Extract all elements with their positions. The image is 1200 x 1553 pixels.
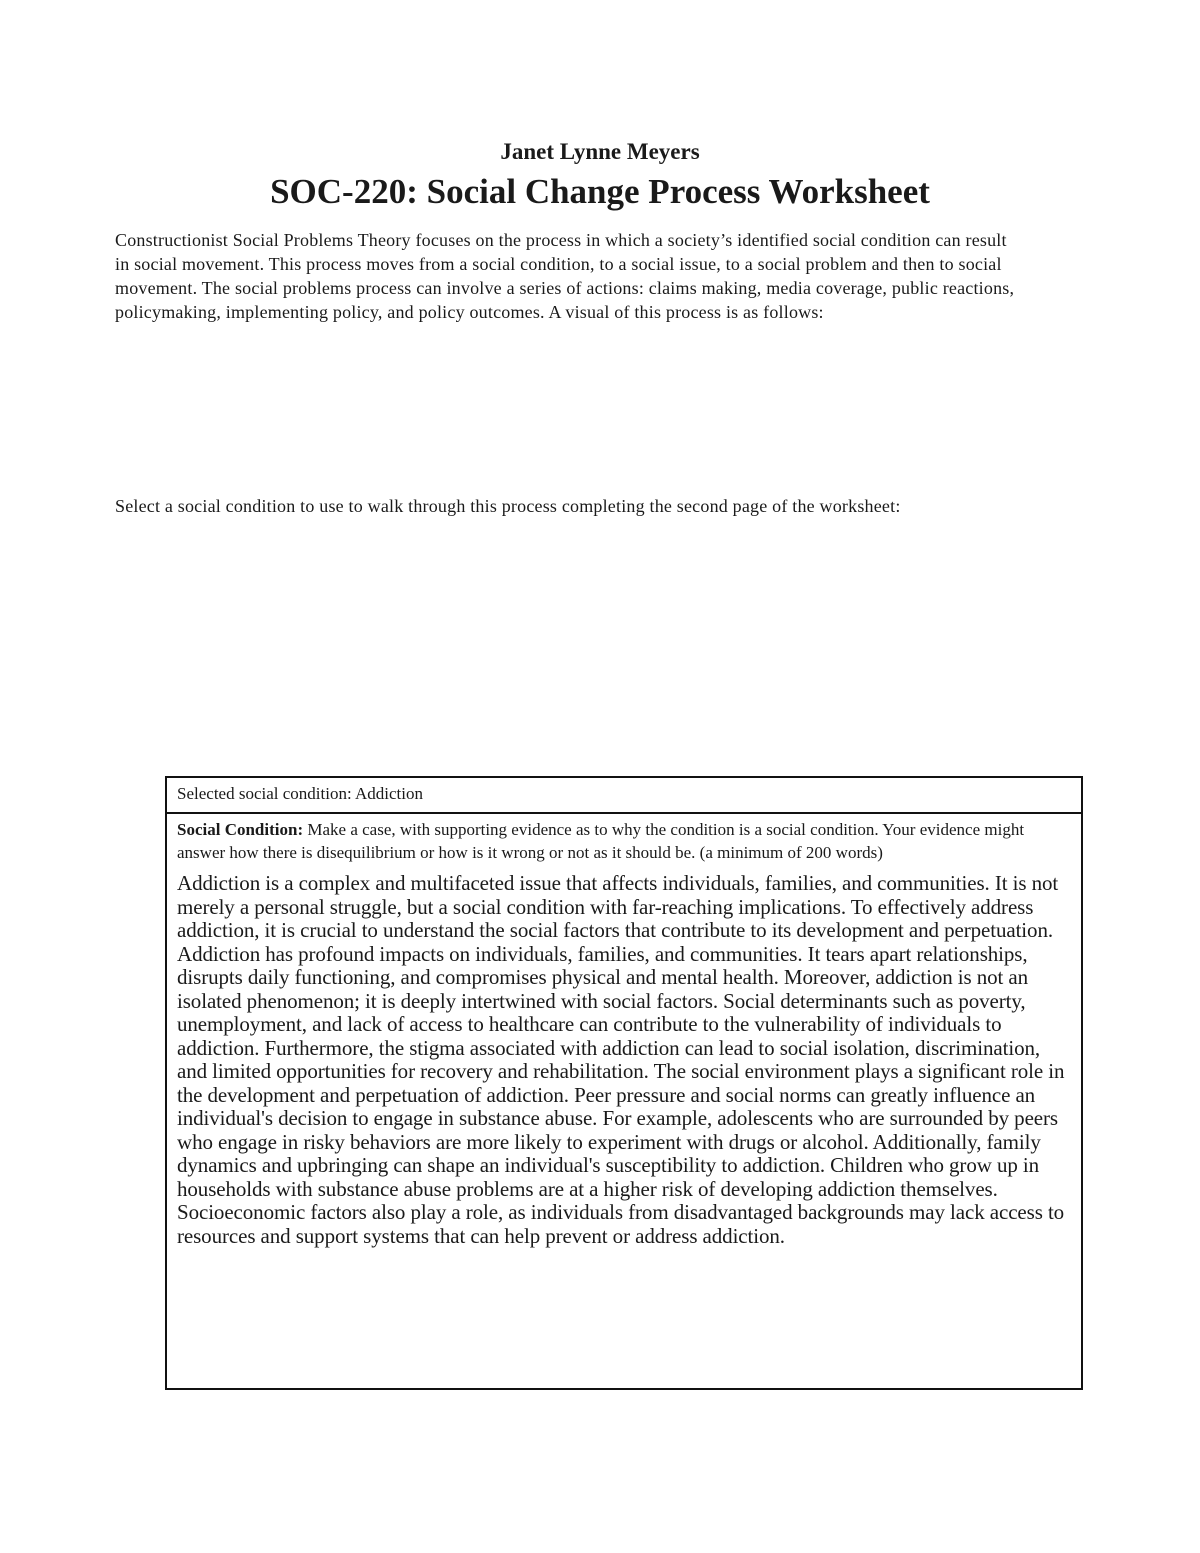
social-condition-instructions-text: Make a case, with supporting evidence as to why the condition is a social condition. Your evidence might answer how there is disequilibrium or how is it wrong or not as it should be. (a minimum of 200 words) bbox=[177, 820, 1025, 862]
select-condition-prompt: Select a social condition to use to walk through this process completing the second page of the worksheet: bbox=[115, 496, 901, 516]
worksheet-table bbox=[165, 776, 1083, 1390]
social-condition-response[interactable]: Addiction is a complex and multifaceted issue that affects individuals, families, and communities. It is not merely a personal struggle, but a social condition with far-reaching implications. To effectively address addiction, it is crucial to understand the social factors that contribute to its development and perpetuation. Addiction has profound impacts on individuals, families, and communities. It tears apart relationships, disrupts daily functioning, and compromises physical and mental health. Moreover, addiction is not an isolated phenomenon; it is deeply intertwined with social factors. Social determinants such as poverty, unemployment, and lack of access to healthcare can contribute to the vulnerability of individuals to addiction. Furthermore, the stigma associated with addiction can lead to social isolation, discrimination, and limited opportunities for recovery and rehabilitation. The social environment plays a significant role in the development and perpetuation of addiction. Peer pressure and social norms can greatly influence an individual's decision to engage in substance abuse. For example, adolescents who are surrounded by peers who engage in risky behaviors are more likely to experiment with drugs or alcohol. Additionally, family dynamics and upbringing can shape an individual's susceptibility to addiction. Children who grow up in households with substance abuse problems are at a higher risk of developing addiction themselves. Socioeconomic factors also play a role, as individuals from disadvantaged backgrounds may lack access to resources and support systems that can help prevent or address addiction. bbox=[177, 871, 1065, 1248]
selected-condition-label: Selected social condition: bbox=[177, 784, 355, 803]
selected-condition-value[interactable]: Addiction bbox=[355, 784, 423, 803]
author-name: Janet Lynne Meyers bbox=[500, 139, 700, 164]
social-condition-heading: Social Condition: bbox=[177, 820, 304, 839]
selected-condition-row bbox=[167, 778, 1081, 814]
intro-paragraph: Constructionist Social Problems Theory focuses on the process in which a society’s identified social condition can result in social movement. This process moves from a social condition, to a social issue, to a social problem and then to social movement. The social problems process can involve a series of actions: claims making, media coverage, public reactions, policymaking, implementing policy, and policy outcomes. A visual of this process is as follows: bbox=[115, 230, 1015, 322]
social-condition-section bbox=[167, 816, 1081, 1388]
social-condition-instructions bbox=[177, 818, 1071, 864]
worksheet-title: SOC-220: Social Change Process Worksheet bbox=[270, 172, 930, 211]
